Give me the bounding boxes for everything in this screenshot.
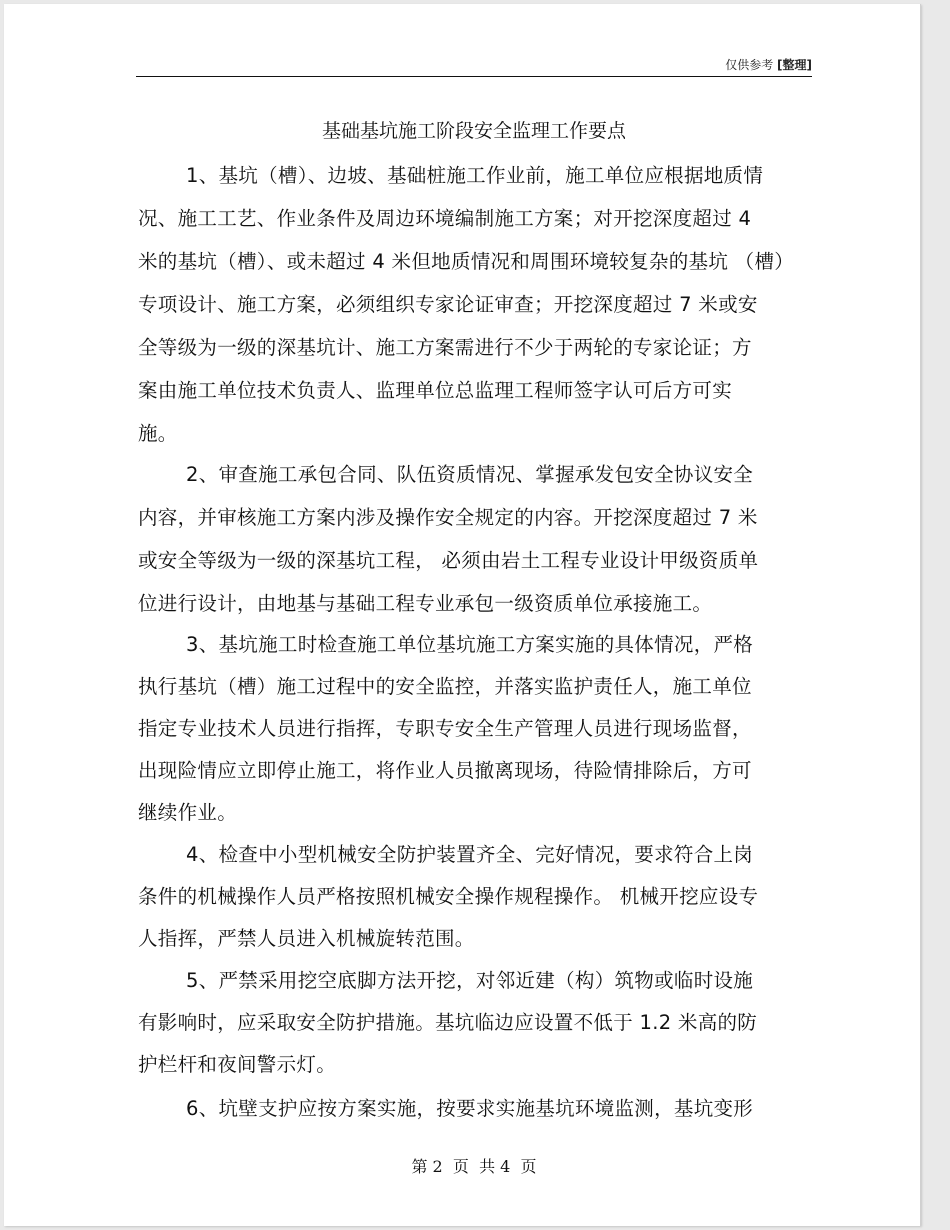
paragraph-line: 位进行设计，由地基与基础工程专业承包一级资质单位承接施工。 (138, 592, 713, 615)
header-tag: [整理] (777, 58, 812, 72)
paragraph-line: 内容，并审核施工方案内涉及操作安全规定的内容。开挖深度超过 7 米 (138, 506, 758, 529)
paragraph-line: 5、严禁采用挖空底脚方法开挖，对邻近建（构）筑物或临时设施 (186, 969, 754, 992)
paragraph-line: 条件的机械操作人员严格按照机械安全操作规程操作。 机械开挖应设专 (138, 885, 759, 908)
paragraph-line: 或安全等级为一级的深基坑工程， 必须由岩土工程专业设计甲级资质单 (138, 549, 759, 572)
paragraph-line: 人指挥，严禁人员进入机械旋转范围。 (138, 927, 475, 950)
paragraph-line: 4、检查中小型机械安全防护装置齐全、完好情况，要求符合上岗 (186, 843, 754, 866)
paragraph-line: 3、基坑施工时检查施工单位基坑施工方案实施的具体情况，严格 (186, 633, 754, 656)
header-rule (136, 76, 812, 77)
document-title: 基础基坑施工阶段安全监理工作要点 (321, 120, 626, 142)
paragraph-line: 全等级为一级的深基坑计、施工方案需进行不少于两轮的专家论证；方 (138, 336, 752, 359)
paragraph-line: 案由施工单位技术负责人、监理单位总监理工程师签字认可后方可实 (138, 379, 733, 402)
paragraph-line: 6、坑壁支护应按方案实施，按要求实施基坑环境监测，基坑变形 (186, 1097, 754, 1120)
paragraph-line: 1、基坑（槽）、边坡、基础桩施工作业前，施工单位应根据地质情 (186, 164, 764, 187)
paragraph-line: 2、审查施工承包合同、队伍资质情况、掌握承发包安全协议安全 (186, 463, 754, 486)
paragraph-line: 有影响时，应采取安全防护措施。基坑临边应设置不低于 1.2 米高的防 (138, 1011, 758, 1034)
page-number-footer: 第 2 页 共 4 页 (411, 1157, 537, 1176)
paragraph-line: 出现险情应立即停止施工，将作业人员撤离现场，待险情排除后，方可 (138, 759, 752, 782)
paragraph-line: 况、施工工艺、作业条件及周边环境编制施工方案；对开挖深度超过 4 (138, 207, 752, 230)
page-header (136, 56, 812, 76)
paragraph-line: 继续作业。 (138, 801, 238, 824)
paragraph-line: 护栏杆和夜间警示灯。 (138, 1053, 337, 1076)
header-note: 仅供参考 (725, 58, 778, 72)
paragraph-line: 米的基坑（槽）、或未超过 4 米但地质情况和周围环境较复杂的基坑 （槽） (138, 250, 795, 273)
paragraph-line: 指定专业技术人员进行指挥，专职专安全生产管理人员进行现场监督， (138, 717, 752, 740)
paragraph-line: 施。 (138, 422, 178, 445)
paragraph-line: 专项设计、施工方案，必须组织专家论证审查；开挖深度超过 7 米或安 (138, 293, 758, 316)
paragraph-line: 执行基坑（槽）施工过程中的安全监控，并落实监护责任人，施工单位 (138, 675, 752, 698)
